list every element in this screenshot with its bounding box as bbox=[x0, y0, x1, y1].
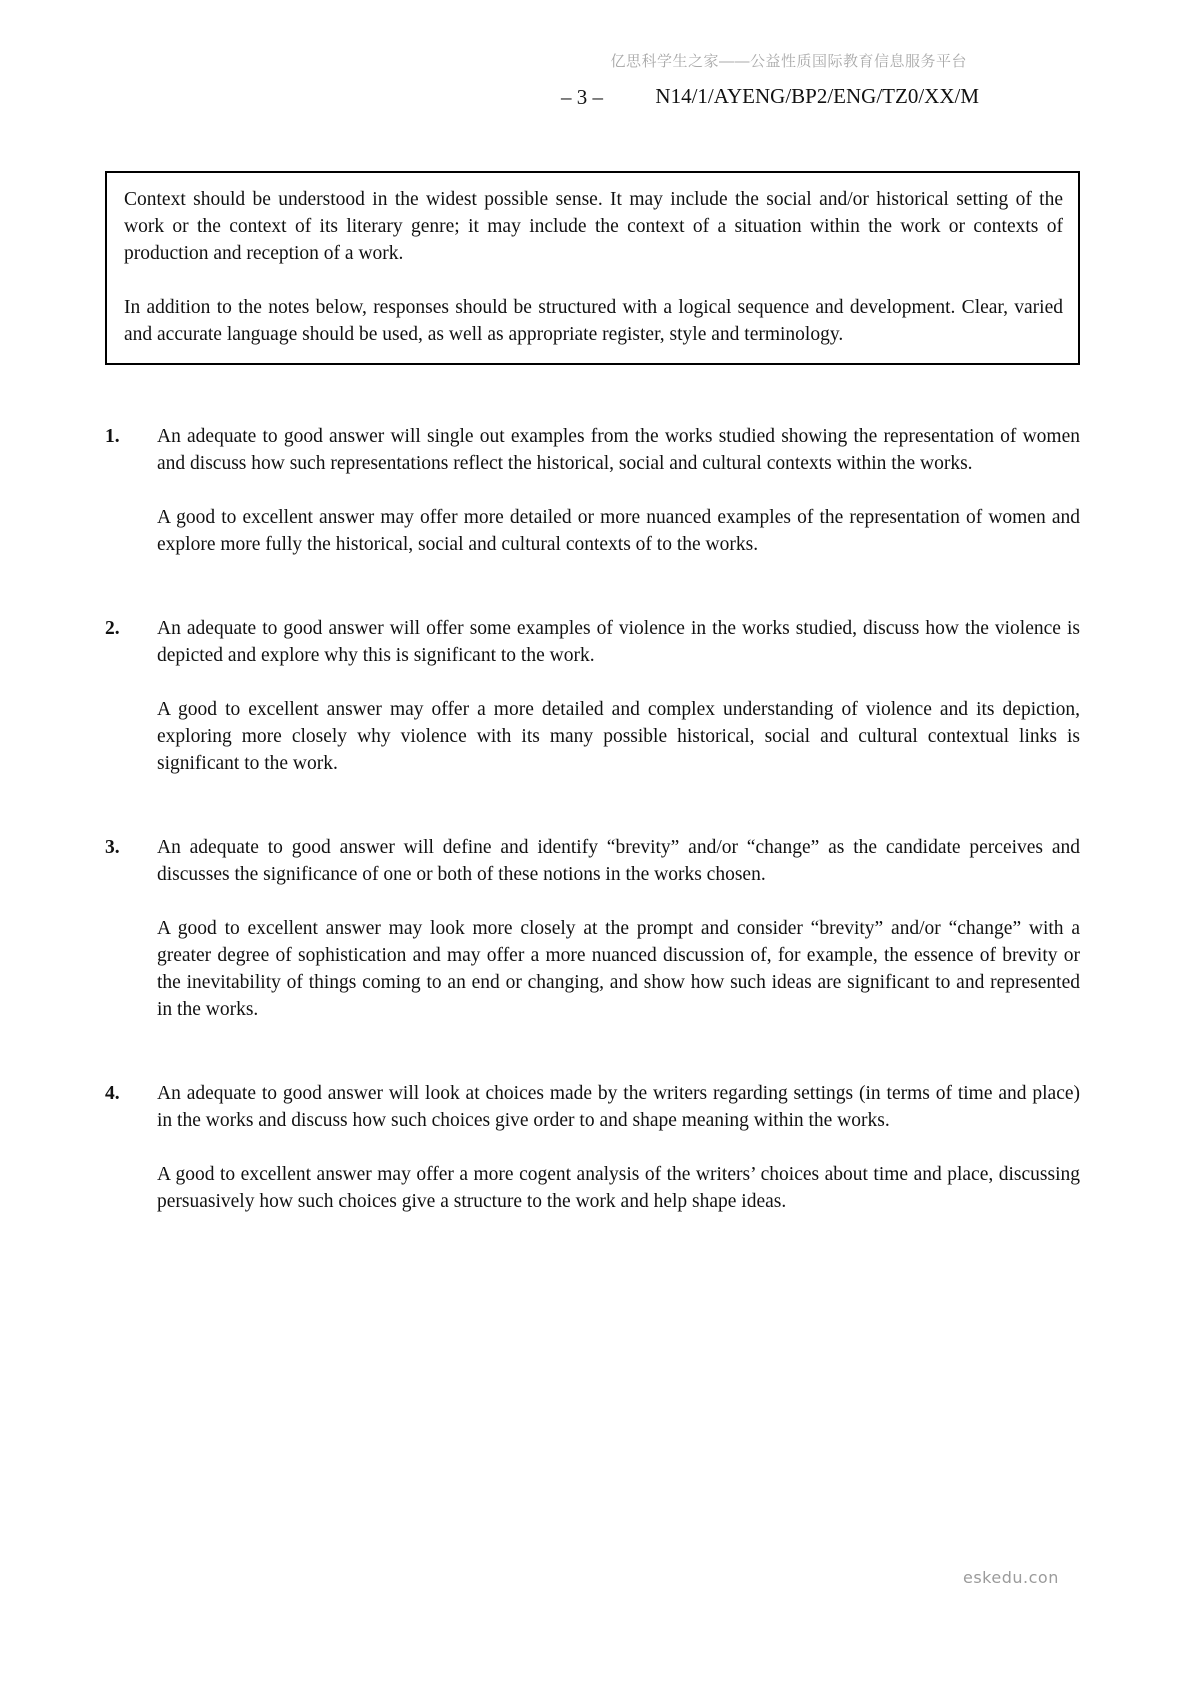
numbered-item-4 bbox=[105, 1080, 1080, 1215]
page-number: – 3 – bbox=[561, 85, 603, 109]
item-body bbox=[157, 423, 1080, 558]
notice-box bbox=[105, 171, 1080, 365]
item-number: 3. bbox=[105, 837, 120, 858]
item-paragraph-adequate: An adequate to good answer will offer some examples of violence in the works studied, discuss how the violence is depicted and explore why this is significant to the work. bbox=[157, 618, 1080, 666]
header-watermark: 亿思科学生之家——公益性质国际教育信息服务平台 bbox=[610, 53, 967, 70]
item-paragraph-adequate: An adequate to good answer will single out examples from the works studied showing the representation of women and discuss how such representations reflect the historical, social and cultural contexts within the works. bbox=[157, 426, 1080, 474]
item-number: 1. bbox=[105, 426, 120, 447]
item-paragraph-excellent: A good to excellent answer may offer more detailed or more nuanced examples of the representation of women and explore more fully the historical, social and cultural contexts of to the works. bbox=[157, 507, 1080, 555]
item-paragraph-excellent: A good to excellent answer may offer a more cogent analysis of the writers’ choices about time and place, discussing persuasively how such choices give a structure to the work and help shape ideas. bbox=[157, 1164, 1080, 1212]
numbered-item-2 bbox=[105, 615, 1080, 777]
item-paragraph-excellent: A good to excellent answer may offer a more detailed and complex understanding of violence and its depiction, exploring more closely why violence with its many possible historical, social and cultural contextual links is significant to the work. bbox=[157, 699, 1080, 774]
item-paragraph-adequate: An adequate to good answer will define and identify “brevity” and/or “change” as the candidate perceives and discusses the significance of one or both of these notions in the works chosen. bbox=[157, 837, 1080, 885]
numbered-item-1 bbox=[105, 423, 1080, 558]
item-body bbox=[157, 1080, 1080, 1215]
notice-paragraph-structure: In addition to the notes below, responses should be structured with a logical sequence and development. Clear, varied and accurate language should be used, as well as appropriate register, style and terminology. bbox=[124, 297, 1063, 345]
notice-paragraph-context: Context should be understood in the widest possible sense. It may include the social and/or historical setting of the work or the context of its literary genre; it may include the context of a situation within the work or contexts of production and reception of a work. bbox=[124, 189, 1063, 264]
item-number: 2. bbox=[105, 618, 120, 639]
document-content bbox=[105, 171, 1080, 1215]
item-number: 4. bbox=[105, 1083, 120, 1104]
footer-watermark: eskedu.con bbox=[963, 1568, 1059, 1587]
document-code: N14/1/AYENG/BP2/ENG/TZ0/XX/M bbox=[655, 84, 979, 108]
item-paragraph-excellent: A good to excellent answer may look more closely at the prompt and consider “brevity” and/or “change” with a greater degree of sophistication and may offer a more nuanced discussion of, for example, the essence of brevity or the inevitability of things coming to an end or changing, and show how such ideas are significant to and represented in the works. bbox=[157, 918, 1080, 1020]
item-body bbox=[157, 615, 1080, 777]
item-body bbox=[157, 834, 1080, 1023]
item-paragraph-adequate: An adequate to good answer will look at choices made by the writers regarding settings (in terms of time and place) in the works and discuss how such choices give order to and shape meaning within the works. bbox=[157, 1083, 1080, 1131]
numbered-item-3 bbox=[105, 834, 1080, 1023]
